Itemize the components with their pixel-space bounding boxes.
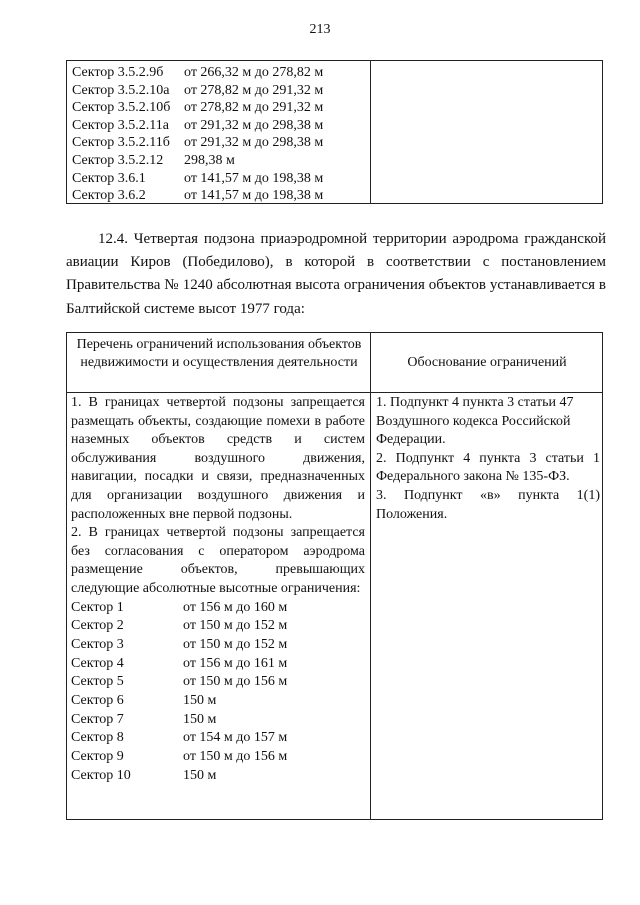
table-row bbox=[71, 711, 365, 730]
header-divider bbox=[67, 392, 602, 393]
table-row bbox=[71, 767, 365, 786]
sector-label: Сектор 8 bbox=[71, 730, 124, 746]
sector-value: от 278,82 м до 291,32 м bbox=[184, 100, 324, 116]
sector-value: 150 м bbox=[183, 767, 217, 783]
sector-list bbox=[71, 599, 365, 786]
paragraph-text: 12.4. Четвертая подзона приаэродромной территории аэродрома гражданской авиации Киров (Победилово), в которой в соответствии с постановлением Правительства № 1240 абсолютная высота ограничения объектов устанавливается в Балтийской системе высот 1977 года: bbox=[66, 231, 606, 317]
sector-label: Сектор 7 bbox=[71, 711, 124, 727]
table-row bbox=[71, 655, 365, 674]
restriction-item-2: 2. В границах четвертой подзоны запрещается без согласования с оператором аэродрома размещение объектов, превышающих следующие абсолютные высотные ограничения: bbox=[71, 525, 365, 596]
sector-label: Сектор 4 bbox=[71, 655, 124, 671]
sector-label: Сектор 3.5.2.12 bbox=[72, 152, 164, 168]
restrictions-table bbox=[66, 332, 603, 820]
sector-value: от 150 м до 156 м bbox=[183, 674, 288, 690]
basis-item-1: 1. Подпункт 4 пункта 3 статьи 47 Воздушного кодекса Российской Федерации. bbox=[376, 395, 574, 448]
sector-list-top bbox=[72, 64, 323, 205]
basis-cell bbox=[376, 394, 600, 524]
sector-value: от 266,32 м до 278,82 м bbox=[184, 65, 324, 80]
table-row bbox=[72, 187, 323, 205]
sector-label: Сектор 3.5.2.10б bbox=[72, 100, 171, 116]
sector-label: Сектор 3.6.2 bbox=[72, 188, 146, 204]
table-row bbox=[72, 170, 323, 188]
table-row bbox=[72, 134, 323, 152]
sector-value: 298,38 м bbox=[184, 152, 235, 168]
sector-value: от 141,57 м до 198,38 м bbox=[184, 170, 324, 186]
sector-label: Сектор 3.5.2.11б bbox=[72, 135, 170, 151]
table-row bbox=[72, 82, 323, 100]
sector-label: Сектор 3.5.2.9б bbox=[72, 65, 164, 80]
sector-label: Сектор 1 bbox=[71, 599, 124, 615]
sector-value: от 291,32 м до 298,38 м bbox=[184, 117, 324, 133]
sector-label: Сектор 3.5.2.11а bbox=[72, 117, 169, 133]
restriction-item-1: 1. В границах четвертой подзоны запрещается размещать объекты, создающие помехи в работе наземных объектов средств и систем обслуживания воздушного движения, навигации, посадки и связи, предназначенных для организации воздушного движения и расположенных вне первой подзоны. bbox=[71, 395, 365, 522]
header-restrictions-list: Перечень ограничений использования объектов недвижимости и осуществления деятельности bbox=[76, 337, 362, 370]
basis-item-3: 3. Подпункт «в» пункта 1(1) Положения. bbox=[376, 487, 600, 522]
table-row bbox=[72, 99, 323, 117]
table-row bbox=[71, 617, 365, 636]
table-row bbox=[71, 636, 365, 655]
sector-label: Сектор 3.6.1 bbox=[72, 170, 146, 186]
table-row bbox=[71, 673, 365, 692]
sector-value: 150 м bbox=[183, 711, 217, 727]
table-column-divider bbox=[370, 333, 371, 819]
sector-label: Сектор 9 bbox=[71, 749, 124, 765]
sector-label: Сектор 3 bbox=[71, 636, 124, 652]
sector-value: от 141,57 м до 198,38 м bbox=[184, 188, 324, 204]
table-row bbox=[72, 64, 323, 82]
sector-label: Сектор 5 bbox=[71, 674, 124, 690]
page-number: 213 bbox=[309, 22, 331, 37]
table-row bbox=[71, 748, 365, 767]
sector-value: от 156 м до 160 м bbox=[183, 599, 288, 615]
sector-value: от 150 м до 152 м bbox=[183, 618, 288, 634]
sector-value: от 291,32 м до 298,38 м bbox=[184, 135, 324, 151]
sector-label: Сектор 3.5.2.10а bbox=[72, 82, 170, 98]
table-column-divider bbox=[370, 61, 371, 203]
table-row bbox=[72, 152, 323, 170]
basis-item-2: 2. Подпункт 4 пункта 3 статьи 1 Федерального закона № 135-ФЗ. bbox=[376, 450, 600, 485]
sector-value: 150 м bbox=[183, 692, 217, 708]
header-basis: Обоснование ограничений bbox=[407, 354, 567, 370]
section-paragraph bbox=[66, 228, 606, 321]
sector-value: от 150 м до 156 м bbox=[183, 749, 288, 765]
table-row bbox=[71, 729, 365, 748]
sector-label: Сектор 6 bbox=[71, 692, 124, 708]
restrictions-cell bbox=[71, 394, 365, 785]
table-row bbox=[71, 599, 365, 618]
table-row bbox=[72, 117, 323, 135]
sector-label: Сектор 10 bbox=[71, 767, 131, 783]
sector-value: от 154 м до 157 м bbox=[183, 730, 288, 746]
sector-value: от 150 м до 152 м bbox=[183, 636, 288, 652]
sector-value: от 156 м до 161 м bbox=[183, 655, 288, 671]
sector-table-top bbox=[66, 60, 603, 204]
sector-value: от 278,82 м до 291,32 м bbox=[184, 82, 324, 98]
sector-label: Сектор 2 bbox=[71, 618, 124, 634]
table-row bbox=[71, 692, 365, 711]
